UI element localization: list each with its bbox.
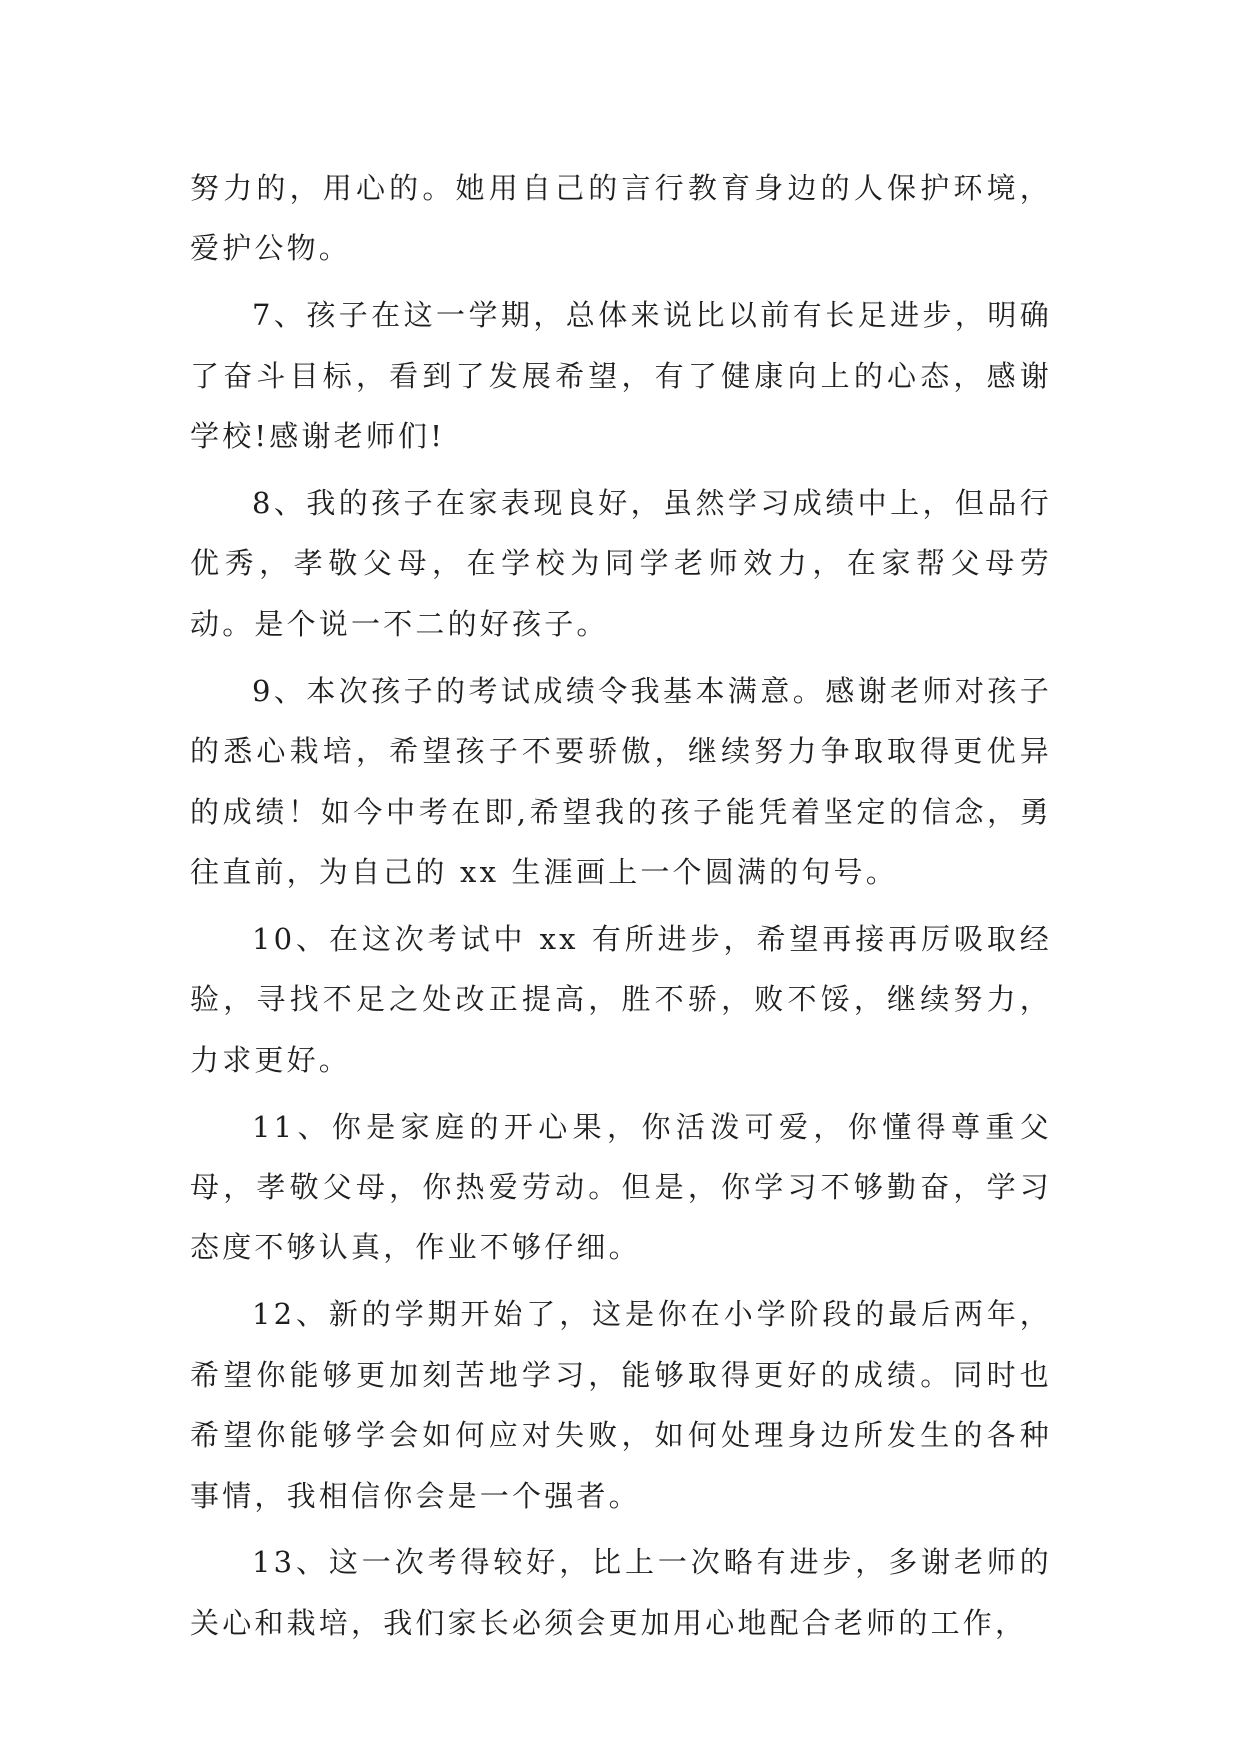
paragraph-item-7: 7、孩子在这一学期，总体来说比以前有长足进步，明确了奋斗目标，看到了发展希望，有了健康向上的心态，感谢学校!感谢老师们!	[190, 298, 1052, 454]
document-body	[190, 158, 1052, 1660]
paragraph-item-9: 9、本次孩子的考试成绩令我基本满意。感谢老师对孩子的悉心栽培，希望孩子不要骄傲，继续努力争取取得更优异的成绩！如今中考在即,希望我的孩子能凭着坚定的信念，勇往直前，为自己的 xx 生涯画上一个圆满的句号。	[190, 673, 1052, 889]
paragraph-item-13: 13、这一次考得较好，比上一次略有进步，多谢老师的关心和栽培，我们家长必须会更加用心地配合老师的工作，	[190, 1545, 1052, 1640]
paragraph-continuation: 努力的，用心的。她用自己的言行教育身边的人保护环境，爱护公物。	[190, 171, 1052, 266]
paragraph-item-10: 10、在这次考试中 xx 有所进步，希望再接再厉吸取经验，寻找不足之处改正提高，胜不骄，败不馁，继续努力，力求更好。	[190, 921, 1052, 1077]
paragraph-item-8: 8、我的孩子在家表现良好，虽然学习成绩中上，但品行优秀，孝敬父母，在学校为同学老师效力，在家帮父母劳动。是个说一不二的好孩子。	[190, 486, 1052, 641]
paragraph-item-12: 12、新的学期开始了，这是你在小学阶段的最后两年，希望你能够更加刻苦地学习，能够取得更好的成绩。同时也希望你能够学会如何应对失败，如何处理身边所发生的各种事情，我相信你会是一个强者。	[190, 1297, 1052, 1513]
paragraph-item-11: 11、你是家庭的开心果，你活泼可爱，你懂得尊重父母，孝敬父母，你热爱劳动。但是，你学习不够勤奋，学习态度不够认真，作业不够仔细。	[190, 1109, 1052, 1265]
